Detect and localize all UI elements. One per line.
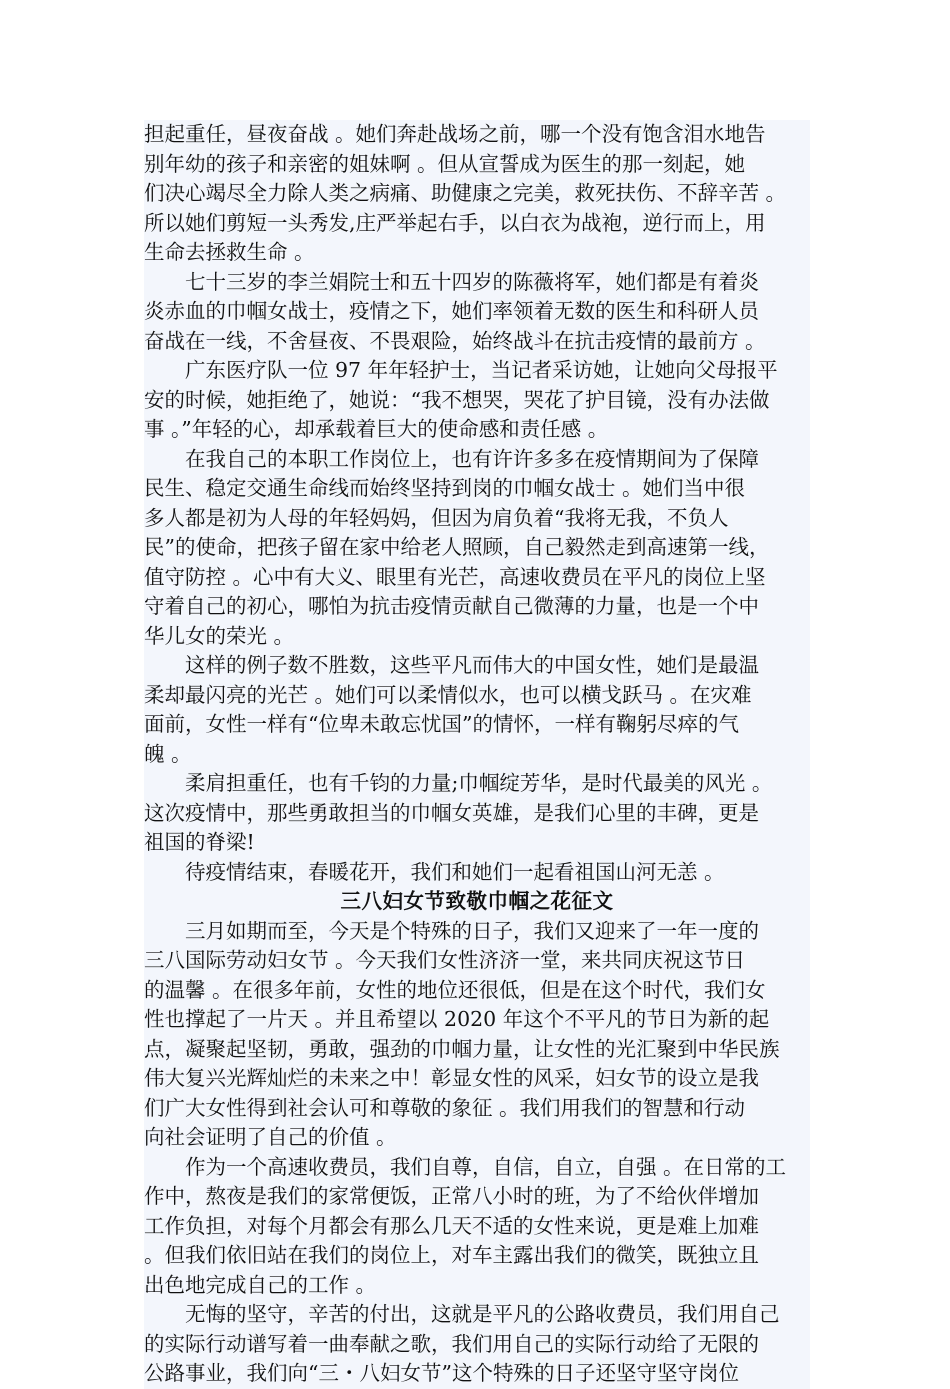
text-line: 这样的例子数不胜数，这些平凡而伟大的中国女性，她们是最温	[144, 651, 810, 681]
text-line: 别年幼的孩子和亲密的姐妹啊 。但从宣誓成为医生的那一刻起，她	[144, 150, 810, 180]
text-line: 三八国际劳动妇女节 。今天我们女性济济一堂，来共同庆祝这节日	[144, 946, 810, 976]
text-line: 奋战在一线，不舍昼夜、不畏艰险，始终战斗在抗击疫情的最前方 。	[144, 327, 810, 357]
text-line: 民生、稳定交通生命线而始终坚持到岗的巾帼女战士 。她们当中很	[144, 474, 810, 504]
text-line: 魄 。	[144, 740, 810, 770]
text-line: 点，凝聚起坚韧，勇敢，强劲的巾帼力量，让女性的光汇聚到中华民族	[144, 1035, 810, 1065]
text-line: 伟大复兴光辉灿烂的未来之中！彰显女性的风采，妇女节的设立是我	[144, 1064, 810, 1094]
text-line: 待疫情结束，春暖花开，我们和她们一起看祖国山河无恙 。	[144, 858, 810, 888]
text-line: 向社会证明了自己的价值 。	[144, 1123, 810, 1153]
text-line: 七十三岁的李兰娟院士和五十四岁的陈薇将军，她们都是有着炎	[144, 268, 810, 298]
text-line: 柔却最闪亮的光芒 。她们可以柔情似水，也可以横戈跃马 。在灾难	[144, 681, 810, 711]
text-line: 作为一个高速收费员，我们自尊，自信，自立，自强 。在日常的工	[144, 1153, 810, 1183]
text-line: 作中，熬夜是我们的家常便饭，正常八小时的班，为了不给伙伴增加	[144, 1182, 810, 1212]
text-line: 华儿女的荣光 。	[144, 622, 810, 652]
text-line: 在我自己的本职工作岗位上，也有许许多多在疫情期间为了保障	[144, 445, 810, 475]
text-line: 无悔的坚守，辛苦的付出，这就是平凡的公路收费员，我们用自己	[144, 1300, 810, 1330]
text-line: 公路事业，我们向“三・八妇女节”这个特殊的日子还坚守坚守岗位	[144, 1359, 810, 1389]
text-line: 炎赤血的巾帼女战士，疫情之下，她们率领着无数的医生和科研人员	[144, 297, 810, 327]
text-line: 的温馨 。在很多年前，女性的地位还很低，但是在这个时代，我们女	[144, 976, 810, 1006]
text-line: 三月如期而至，今天是个特殊的日子，我们又迎来了一年一度的	[144, 917, 810, 947]
text-line: 担起重任，昼夜奋战 。她们奔赴战场之前，哪一个没有饱含泪水地告	[144, 120, 810, 150]
text-line: 所以她们剪短一头秀发,庄严举起右手，以白衣为战袍，逆行而上，用	[144, 209, 810, 239]
text-line: 们广大女性得到社会认可和尊敬的象征 。我们用我们的智慧和行动	[144, 1094, 810, 1124]
text-line: 面前，女性一样有“位卑未敢忘忧国”的情怀，一样有鞠躬尽瘁的气	[144, 710, 810, 740]
article-heading: 三八妇女节致敬巾帼之花征文	[144, 887, 810, 917]
text-line: 事 。”年轻的心，却承载着巨大的使命感和责任感 。	[144, 415, 810, 445]
document-body	[144, 120, 810, 1389]
text-line: 。但我们依旧站在我们的岗位上，对车主露出我们的微笑，既独立且	[144, 1241, 810, 1271]
text-line: 出色地完成自己的工作 。	[144, 1271, 810, 1301]
text-line: 们决心竭尽全力除人类之病痛、助健康之完美，救死扶伤、不辞辛苦 。	[144, 179, 810, 209]
text-line: 工作负担，对每个月都会有那么几天不适的女性来说，更是难上加难	[144, 1212, 810, 1242]
text-line: 安的时候，她拒绝了，她说：“我不想哭，哭花了护目镜，没有办法做	[144, 386, 810, 416]
text-line: 祖国的脊梁!	[144, 828, 810, 858]
text-line: 生命去拯救生命 。	[144, 238, 810, 268]
text-line: 多人都是初为人母的年轻妈妈，但因为肩负着“我将无我，不负人	[144, 504, 810, 534]
text-line: 这次疫情中，那些勇敢担当的巾帼女英雄，是我们心里的丰碑，更是	[144, 799, 810, 829]
text-line: 值守防控 。心中有大义、眼里有光芒，高速收费员在平凡的岗位上坚	[144, 563, 810, 593]
text-line: 的实际行动谱写着一曲奉献之歌，我们用自己的实际行动给了无限的	[144, 1330, 810, 1360]
text-line: 守着自己的初心，哪怕为抗击疫情贡献自己微薄的力量，也是一个中	[144, 592, 810, 622]
text-line: 柔肩担重任，也有千钧的力量;巾帼绽芳华，是时代最美的风光 。	[144, 769, 810, 799]
text-line: 民”的使命，把孩子留在家中给老人照顾，自己毅然走到高速第一线，	[144, 533, 810, 563]
text-line: 性也撑起了一片天 。并且希望以 2020 年这个不平凡的节日为新的起	[144, 1005, 810, 1035]
text-line: 广东医疗队一位 97 年年轻护士，当记者采访她，让她向父母报平	[144, 356, 810, 386]
